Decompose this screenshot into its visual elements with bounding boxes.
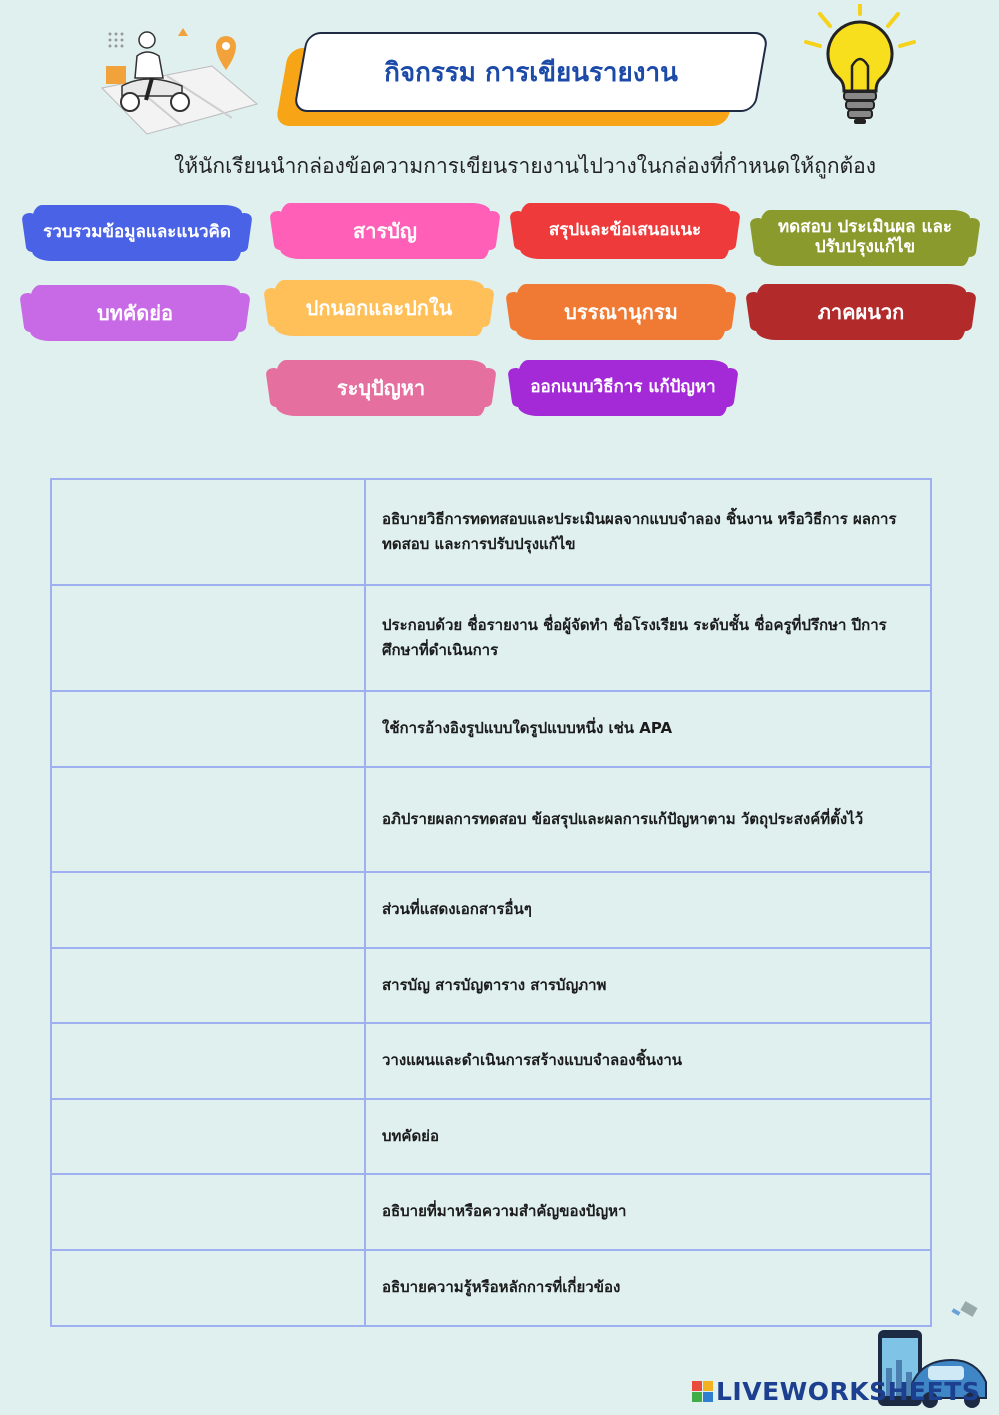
row-description: ใช้การอ้างอิงรูปแบบใดรูปแบบหนึ่ง เช่น APA [365,691,931,767]
table-row [51,479,931,585]
row-description: อธิบายที่มาหรือความสำคัญของปัญหา [365,1174,931,1250]
tile-appendix[interactable]: ภาคผนวก [756,284,966,340]
answer-table [50,478,932,1327]
tile-abstract[interactable]: บทคัดย่อ [30,285,240,341]
table-row [51,948,931,1023]
drop-zone[interactable] [51,872,365,948]
tile-conclusion[interactable]: สรุปและข้อเสนอแนะ [520,203,730,259]
row-description: อธิบายความรู้หรือหลักการที่เกี่ยวข้อง [365,1250,931,1326]
table-row [51,1174,931,1250]
table-row [51,585,931,691]
tile-collect-info[interactable]: รวบรวมข้อมูลและแนวคิด [32,205,242,261]
drop-zone[interactable] [51,691,365,767]
table-row [51,691,931,767]
brand-badge-icon [692,1381,713,1402]
instruction-text: ให้นักเรียนนำกล่องข้อความการเขียนรายงานไปวางในกล่องที่กำหนดให้ถูกต้อง [173,154,877,178]
row-description: สารบัญ สารบัญตาราง สารบัญภาพ [365,948,931,1023]
delivery-illustration [92,26,262,138]
tile-test-evaluate[interactable]: ทดสอบ ประเมินผล และปรับปรุงแก้ไข [760,210,970,266]
table-row [51,1099,931,1174]
row-description: อธิบายวิธีการทดทสอบและประเมินผลจากแบบจำลอง ชิ้นงาน หรือวิธีการ ผลการทดสอบ และการปรับปรุงแก้ไข [365,479,931,585]
tile-identify-problem[interactable]: ระบุปัญหา [276,360,486,416]
drop-zone[interactable] [51,1023,365,1099]
table-row [51,872,931,948]
tile-bibliography[interactable]: บรรณานุกรม [516,284,726,340]
row-description: อภิปรายผลการทดสอบ ข้อสรุปและผลการแก้ปัญหาตาม วัตถุประสงค์ที่ตั้งไว้ [365,767,931,872]
row-description: ประกอบด้วย ชื่อรายงาน ชื่อผู้จัดทำ ชื่อโรงเรียน ระดับชั้น ชื่อครูที่ปรึกษา ปีการศึกษาที่ดำเนินการ [365,585,931,691]
drop-zone[interactable] [51,767,365,872]
row-description: วางแผนและดำเนินการสร้างแบบจำลองชิ้นงาน [365,1023,931,1099]
table-row [51,1250,931,1326]
drop-zone[interactable] [51,479,365,585]
tile-covers[interactable]: ปกนอกและปกใน [274,280,484,336]
liveworksheets-logo [692,1376,980,1406]
row-description: บทคัดย่อ [365,1099,931,1174]
drop-zone[interactable] [51,1174,365,1250]
drop-zone[interactable] [51,585,365,691]
brand-text: LIVEWORKSHEETS [716,1376,981,1406]
table-row [51,1023,931,1099]
row-description: ส่วนที่แสดงเอกสารอื่นๆ [365,872,931,948]
tile-design-solution[interactable]: ออกแบบวิธีการ แก้ปัญหา [518,360,728,416]
drop-zone[interactable] [51,1250,365,1326]
lightbulb-icon [800,4,920,134]
drop-zone[interactable] [51,1099,365,1174]
page-title: กิจกรรม การเขียนรายงาน [384,57,678,88]
table-row [51,767,931,872]
drop-zone[interactable] [51,948,365,1023]
tile-table-of-contents[interactable]: สารบัญ [280,203,490,259]
